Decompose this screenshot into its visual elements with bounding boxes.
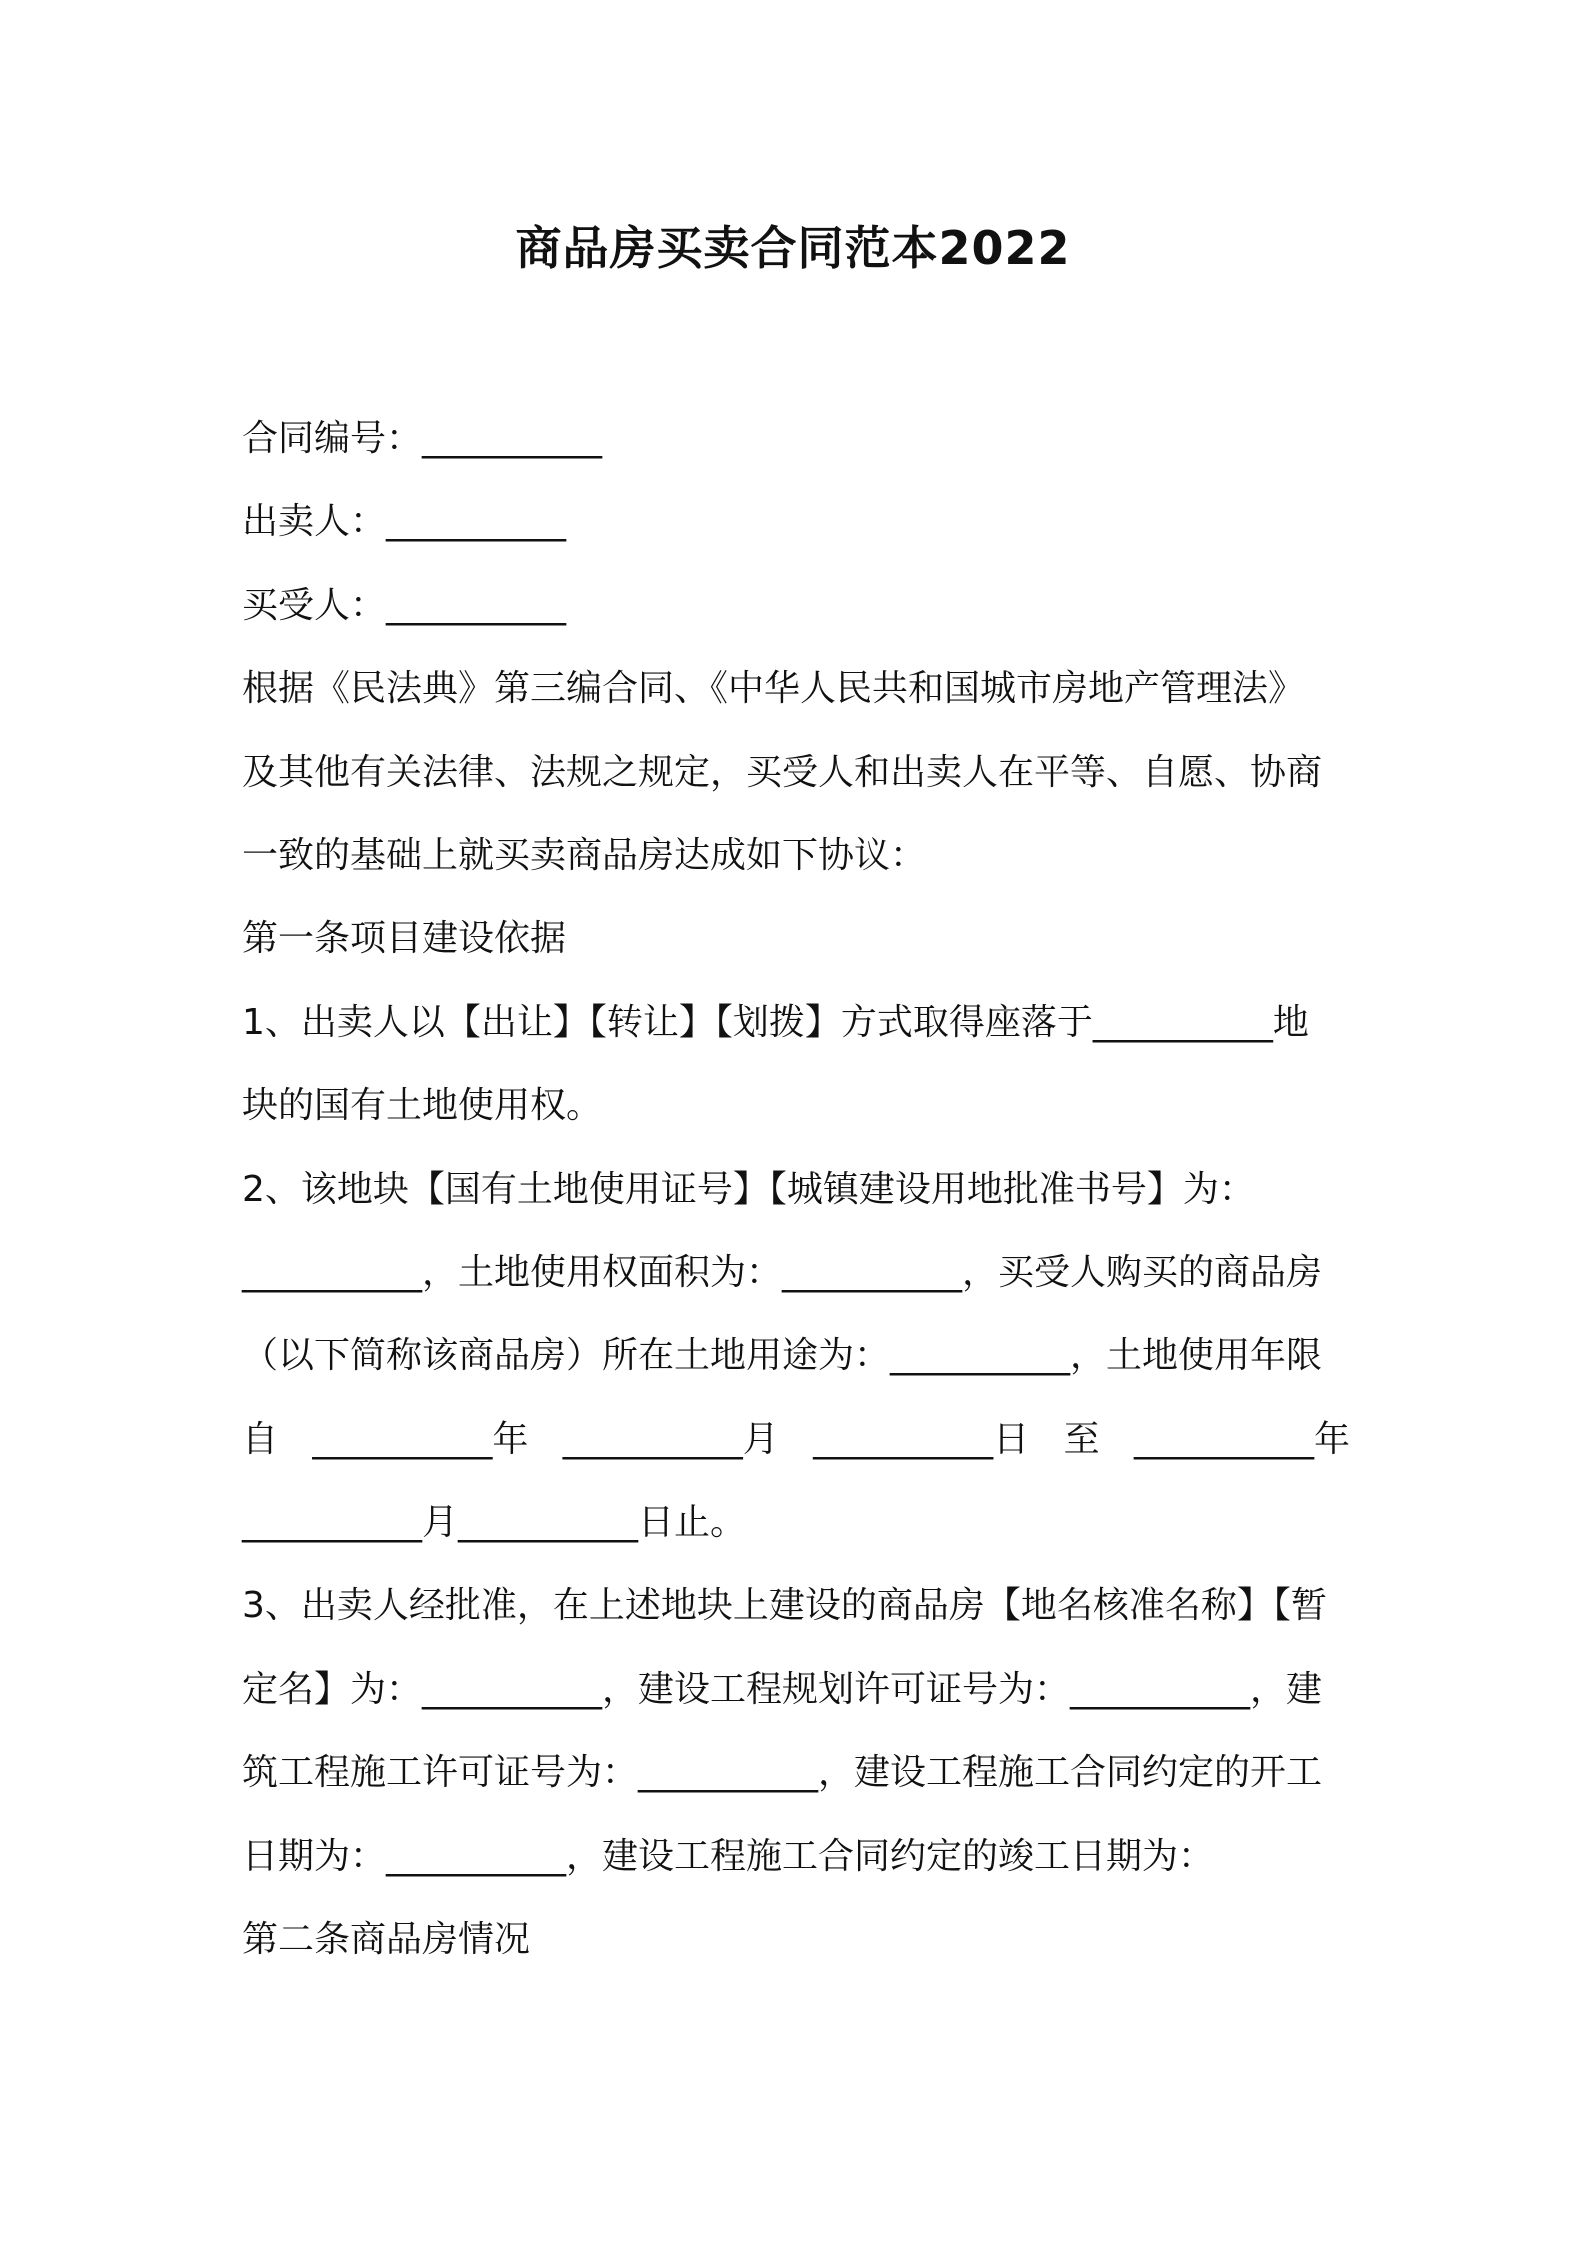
clause-2-line: __________，土地使用权面积为：__________，买受人购买的商品房	[242, 1251, 1323, 1293]
date-part: __________月	[562, 1418, 779, 1460]
clause-3-line: 定名】为：__________，建设工程规划许可证号为：__________，建	[242, 1668, 1323, 1710]
clause-2-line: （以下简称该商品房）所在土地用途为：__________，土地使用年限	[242, 1335, 1323, 1377]
clause-3-line: 3、出卖人经批准，在上述地块上建设的商品房【地名核准名称】【暂	[242, 1585, 1327, 1627]
clause-1-line: 1、出卖人以【出让】【转让】【划拨】方式取得座落于__________地	[242, 1001, 1309, 1043]
contract-number-field: 合同编号：__________	[242, 418, 603, 459]
preamble-line: 一致的基础上就买卖商品房达成如下协议：	[242, 834, 927, 876]
document-body	[242, 397, 1350, 1981]
seller-field: 出卖人：__________	[242, 501, 567, 543]
preamble-line: 根据《民法典》第三编合同、《中华人民共和国城市房地产管理法》	[242, 668, 1305, 710]
date-part: __________年	[1133, 1418, 1350, 1460]
date-part: 至	[1063, 1418, 1100, 1460]
clause-2-date-line	[242, 1398, 1350, 1481]
article-2-heading: 第二条商品房情况	[242, 1919, 531, 1961]
clause-2-line: __________月__________日止。	[242, 1502, 747, 1544]
article-1-heading: 第一条项目建设依据	[242, 918, 567, 960]
date-part: 自	[242, 1418, 279, 1460]
clause-3-line: 日期为：__________，建设工程施工合同约定的竣工日期为：	[242, 1835, 1215, 1877]
clause-2-line: 2、该地块【国有土地使用证号】【城镇建设用地批准书号】为：	[242, 1168, 1255, 1210]
document-title: 商品房买卖合同范本2022	[515, 221, 1071, 275]
clause-1-line: 块的国有土地使用权。	[242, 1085, 603, 1127]
date-part: __________年	[312, 1418, 529, 1460]
clause-3-line: 筑工程施工许可证号为：__________，建设工程施工合同约定的开工	[242, 1752, 1323, 1794]
date-part: __________日	[813, 1418, 1030, 1460]
preamble-line: 及其他有关法律、法规之规定，买受人和出卖人在平等、自愿、协商	[242, 751, 1323, 793]
buyer-field: 买受人：__________	[242, 584, 567, 626]
